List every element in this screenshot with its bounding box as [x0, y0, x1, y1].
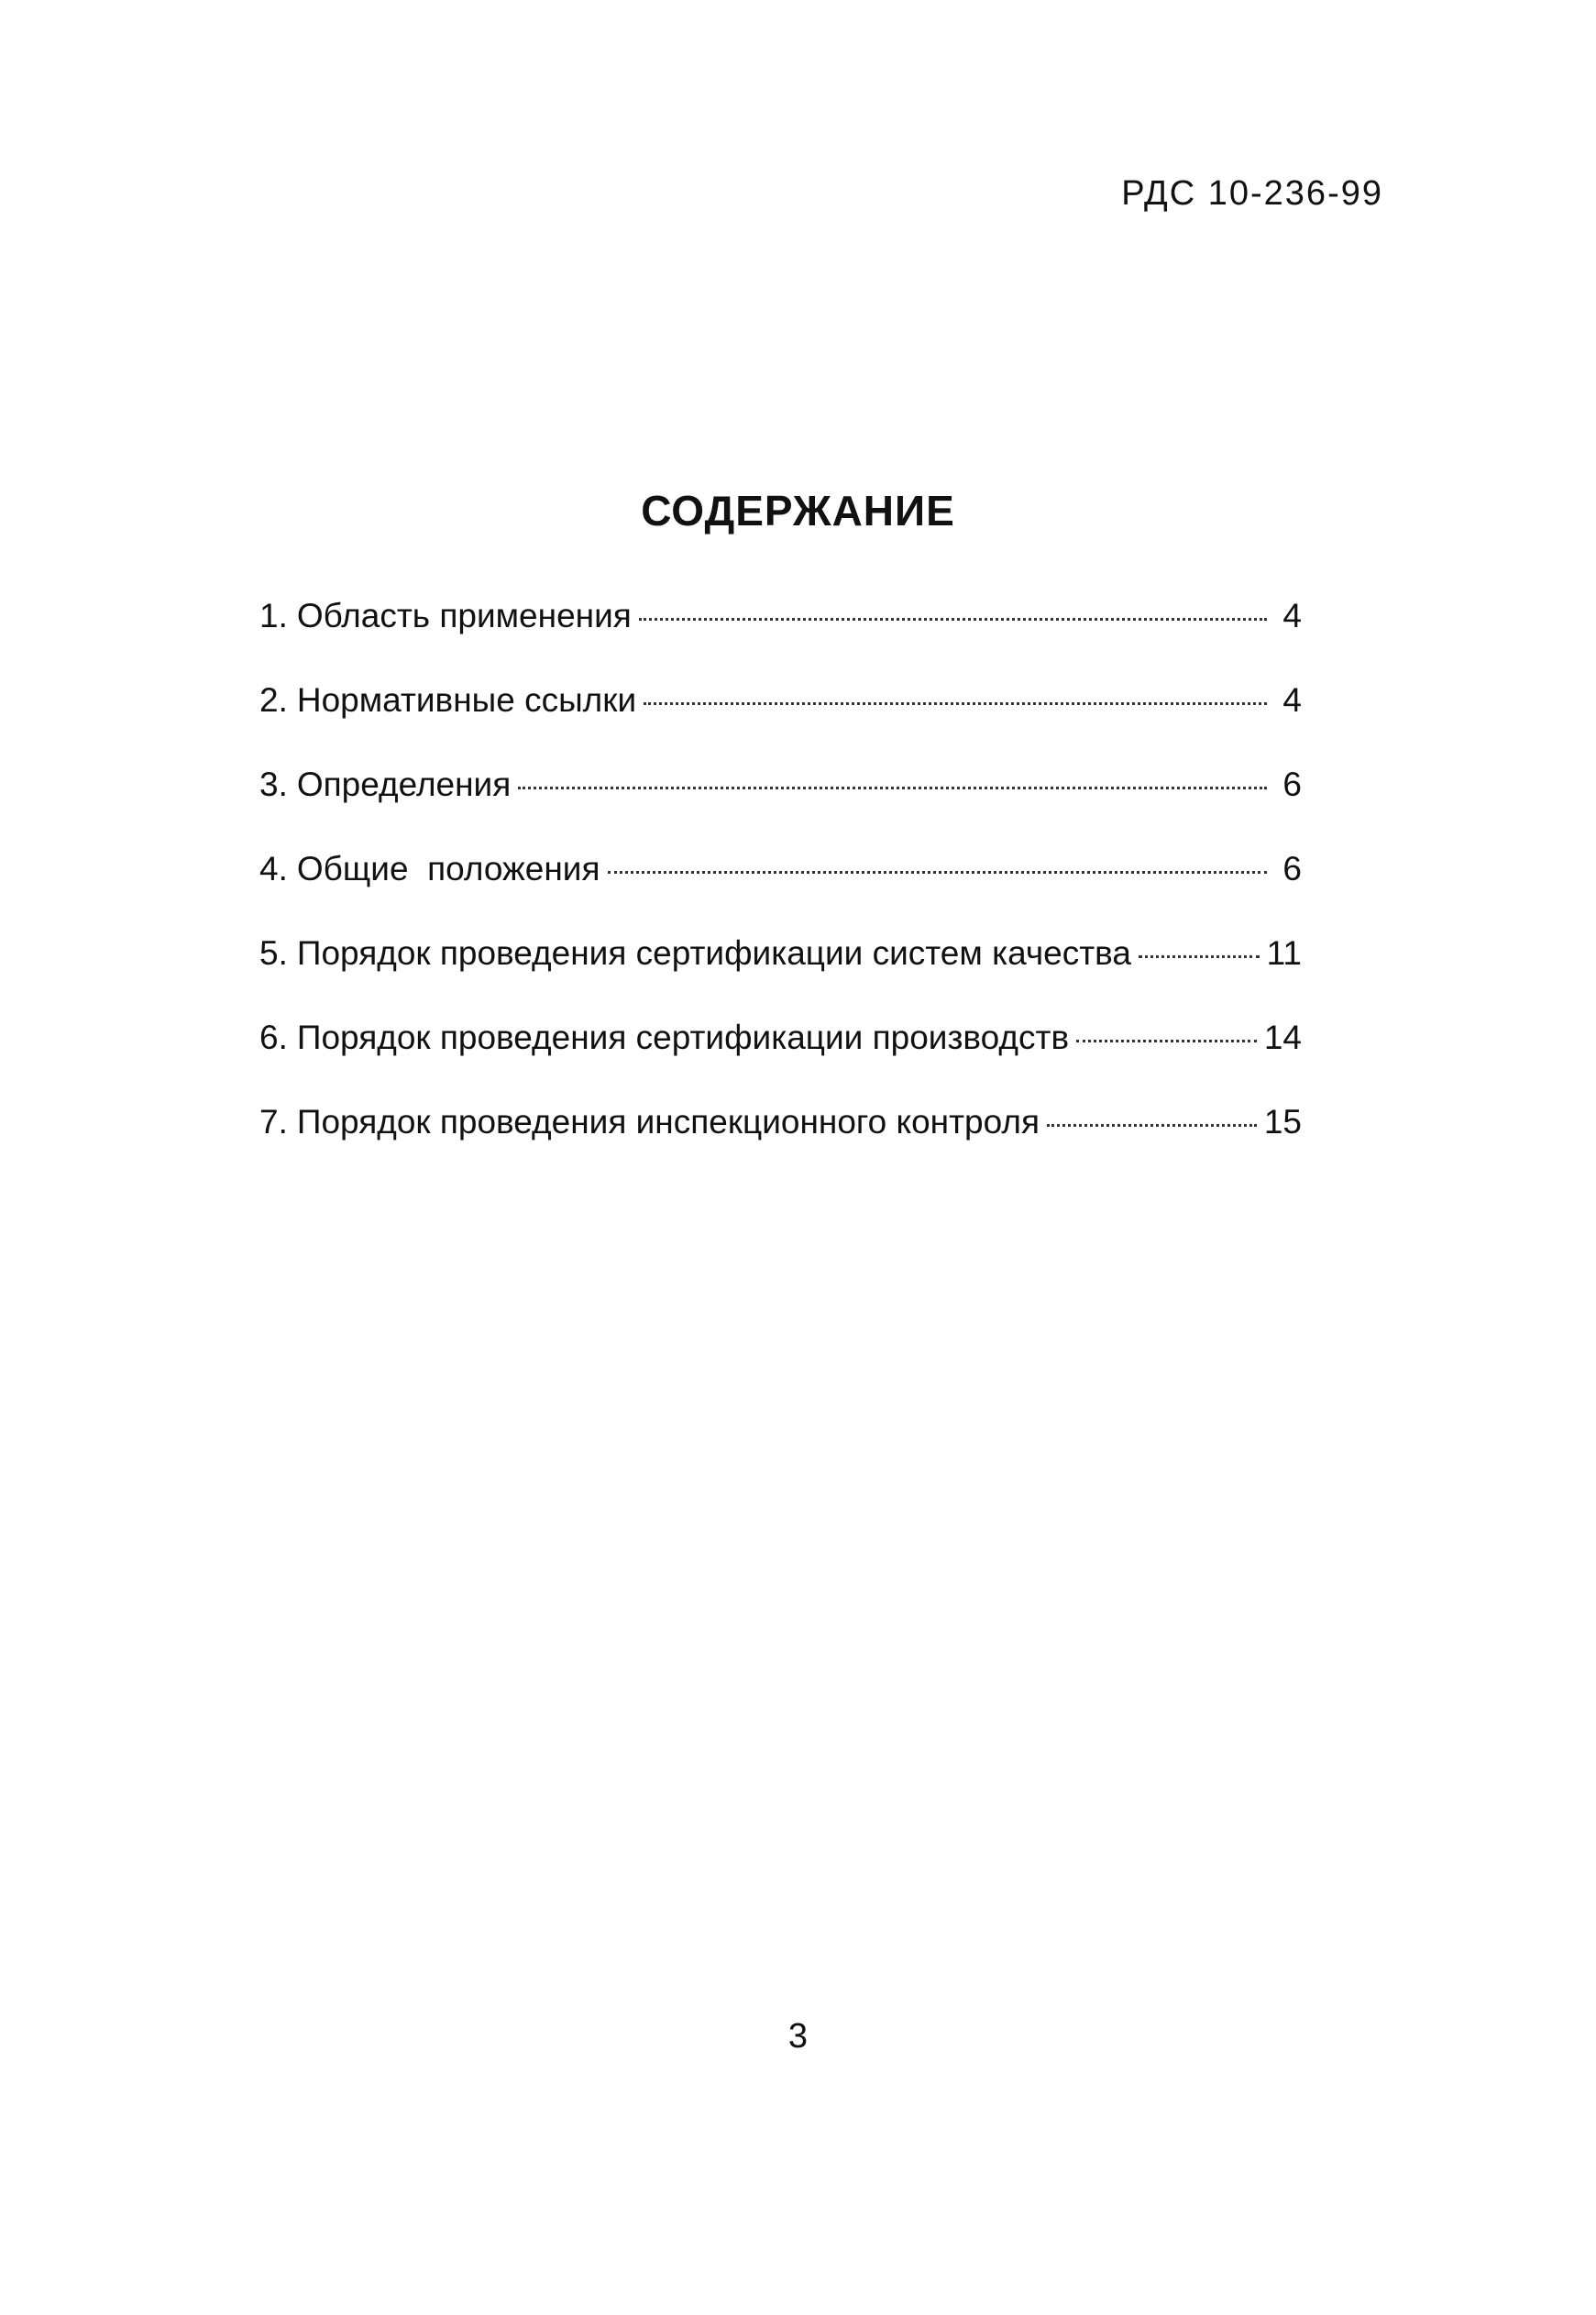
- toc-entry-title: Порядок проведения сертификации производств: [296, 1019, 1070, 1056]
- toc-entry-page: 14: [1263, 1019, 1302, 1056]
- toc-entry-title: Порядок проведения сертификации систем качества: [296, 934, 1131, 972]
- toc-entry[interactable]: [259, 596, 1302, 680]
- dot-leader: [1047, 1124, 1257, 1127]
- toc-entry-number: 6.: [259, 1019, 288, 1056]
- dot-leader: [608, 871, 1267, 874]
- toc-entry-page: 6: [1282, 850, 1302, 887]
- dot-leader: [644, 702, 1267, 705]
- toc-entry[interactable]: [259, 1102, 1302, 1186]
- toc-entry[interactable]: [259, 765, 1302, 849]
- toc-entry-title: Общие положения: [296, 850, 600, 887]
- toc-entry-title: Определения: [296, 766, 512, 803]
- toc-entry[interactable]: [259, 680, 1302, 765]
- table-of-contents: [259, 596, 1302, 1186]
- toc-entry-number: 2.: [259, 681, 288, 719]
- dot-leader: [1139, 955, 1260, 958]
- toc-entry-number: 7.: [259, 1103, 288, 1141]
- toc-entry-page: 11: [1266, 934, 1302, 972]
- toc-entry-page: 15: [1263, 1103, 1302, 1141]
- page-number: 3: [787, 2017, 809, 2056]
- toc-entry-number: 5.: [259, 934, 288, 972]
- toc-entry-number: 1.: [259, 597, 288, 634]
- toc-entry[interactable]: [259, 933, 1302, 1018]
- toc-entry[interactable]: [259, 1018, 1302, 1102]
- toc-entry-title: Нормативные ссылки: [296, 681, 637, 719]
- document-code: РДС 10-236-99: [1121, 174, 1383, 213]
- toc-entry[interactable]: [259, 849, 1302, 933]
- toc-title: СОДЕРЖАНИЕ: [641, 487, 955, 535]
- toc-entry-number: 4.: [259, 850, 288, 887]
- toc-entry-title: Порядок проведения инспекционного контроля: [296, 1103, 1040, 1141]
- toc-entry-page: 4: [1282, 597, 1302, 634]
- toc-entry-page: 6: [1282, 766, 1302, 803]
- toc-entry-page: 4: [1282, 681, 1302, 719]
- toc-entry-number: 3.: [259, 766, 288, 803]
- dot-leader: [518, 787, 1267, 789]
- toc-entry-title: Область применения: [296, 597, 632, 634]
- dot-leader: [1076, 1040, 1257, 1042]
- dot-leader: [639, 618, 1267, 621]
